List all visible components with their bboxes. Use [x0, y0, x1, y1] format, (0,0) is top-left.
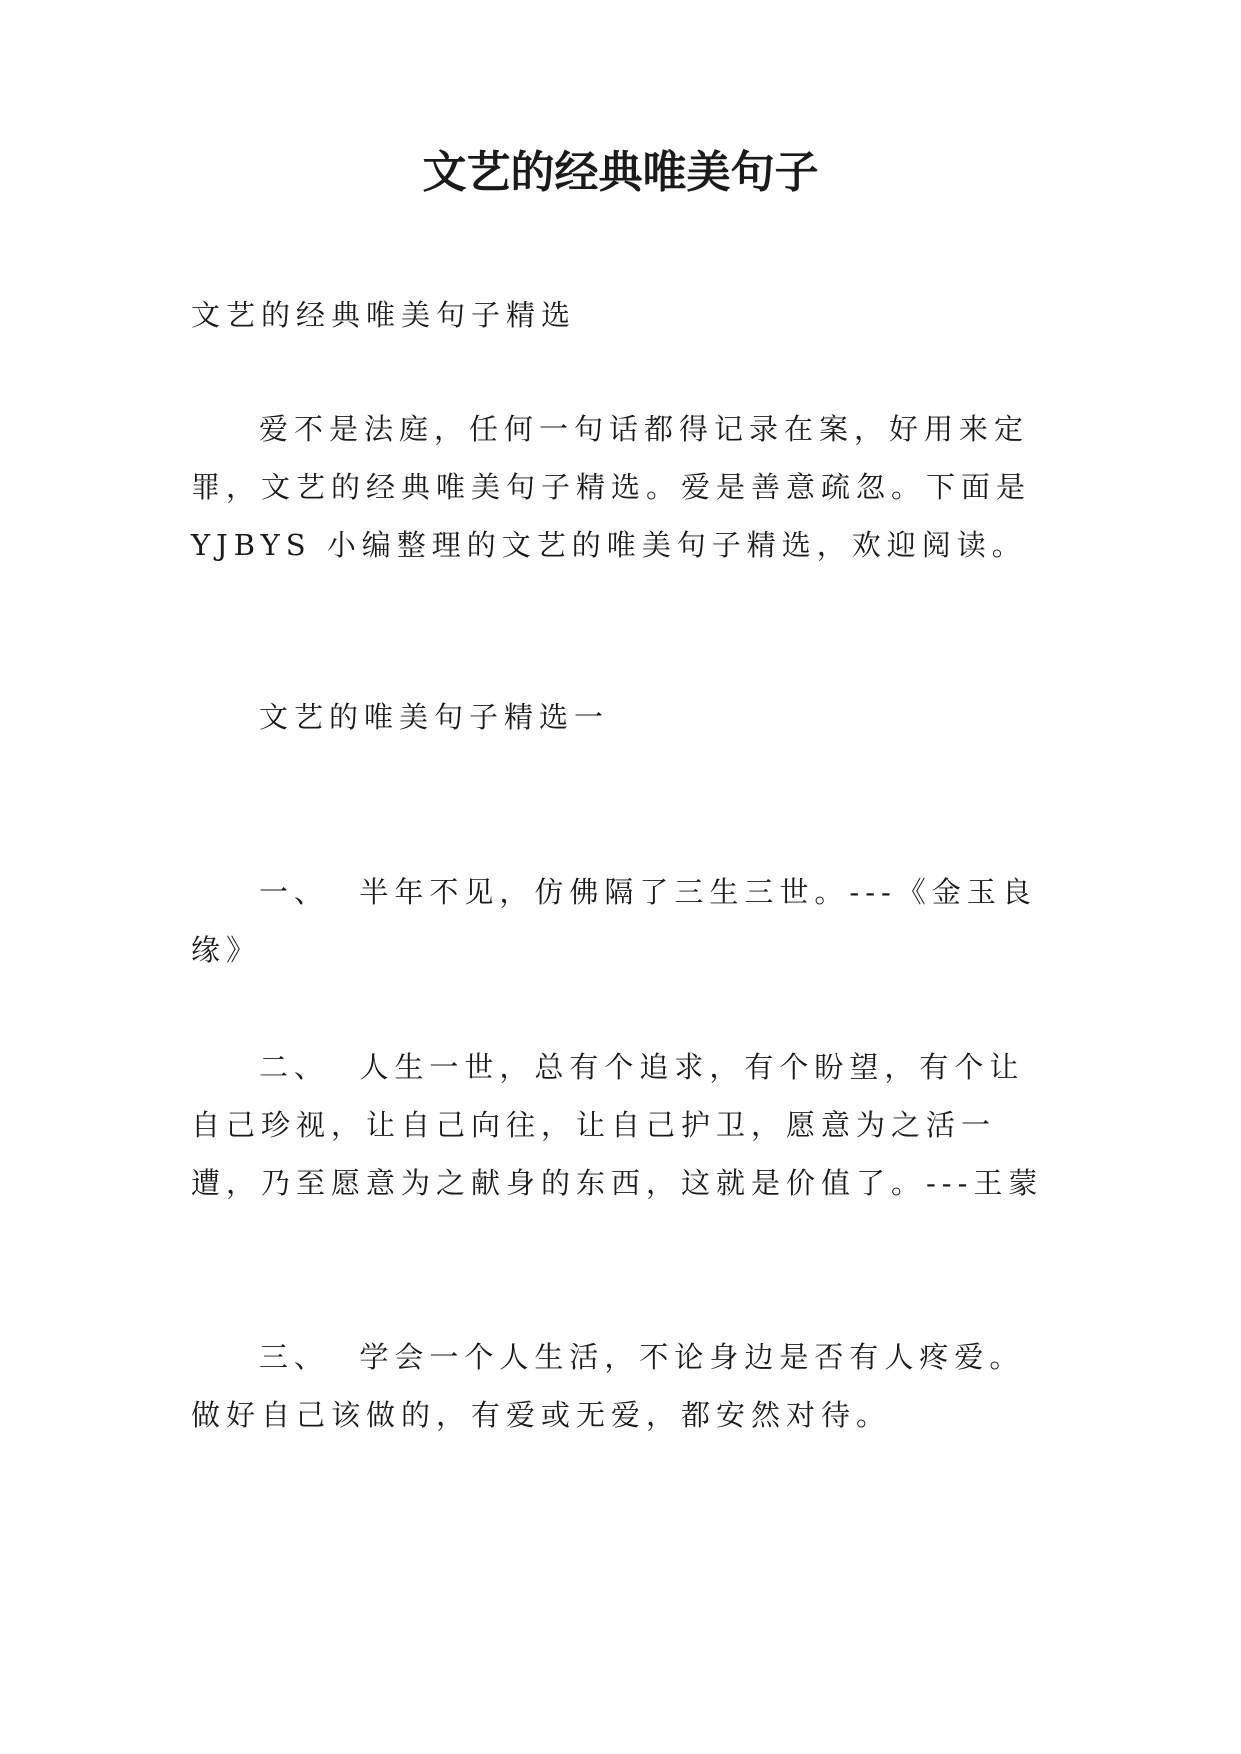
intro-paragraph: 爱不是法庭，任何一句话都得记录在案，好用来定罪，文艺的经典唯美句子精选。爱是善意疏忽。下面是 YJBYS 小编整理的文艺的唯美句子精选，欢迎阅读。	[191, 412, 1047, 562]
document-subtitle: 文艺的经典唯美句子精选	[191, 298, 577, 332]
document-title: 文艺的经典唯美句子	[422, 147, 819, 198]
section-heading: 文艺的唯美句子精选一	[259, 700, 610, 734]
quote-item-3: 三、 学会一个人生活，不论身边是否有人疼爱。做好自己该做的，有爱或无爱，都安然对待。	[191, 1340, 1025, 1432]
quote-item-2: 二、 人生一世，总有个追求，有个盼望，有个让自己珍视，让自己向往，让自己护卫，愿意为之活一遭，乃至愿意为之献身的东西，这就是价值了。---王蒙	[191, 1050, 1044, 1200]
quote-item-1: 一、 半年不见，仿佛隔了三生三世。---《金玉良缘》	[191, 875, 1037, 967]
